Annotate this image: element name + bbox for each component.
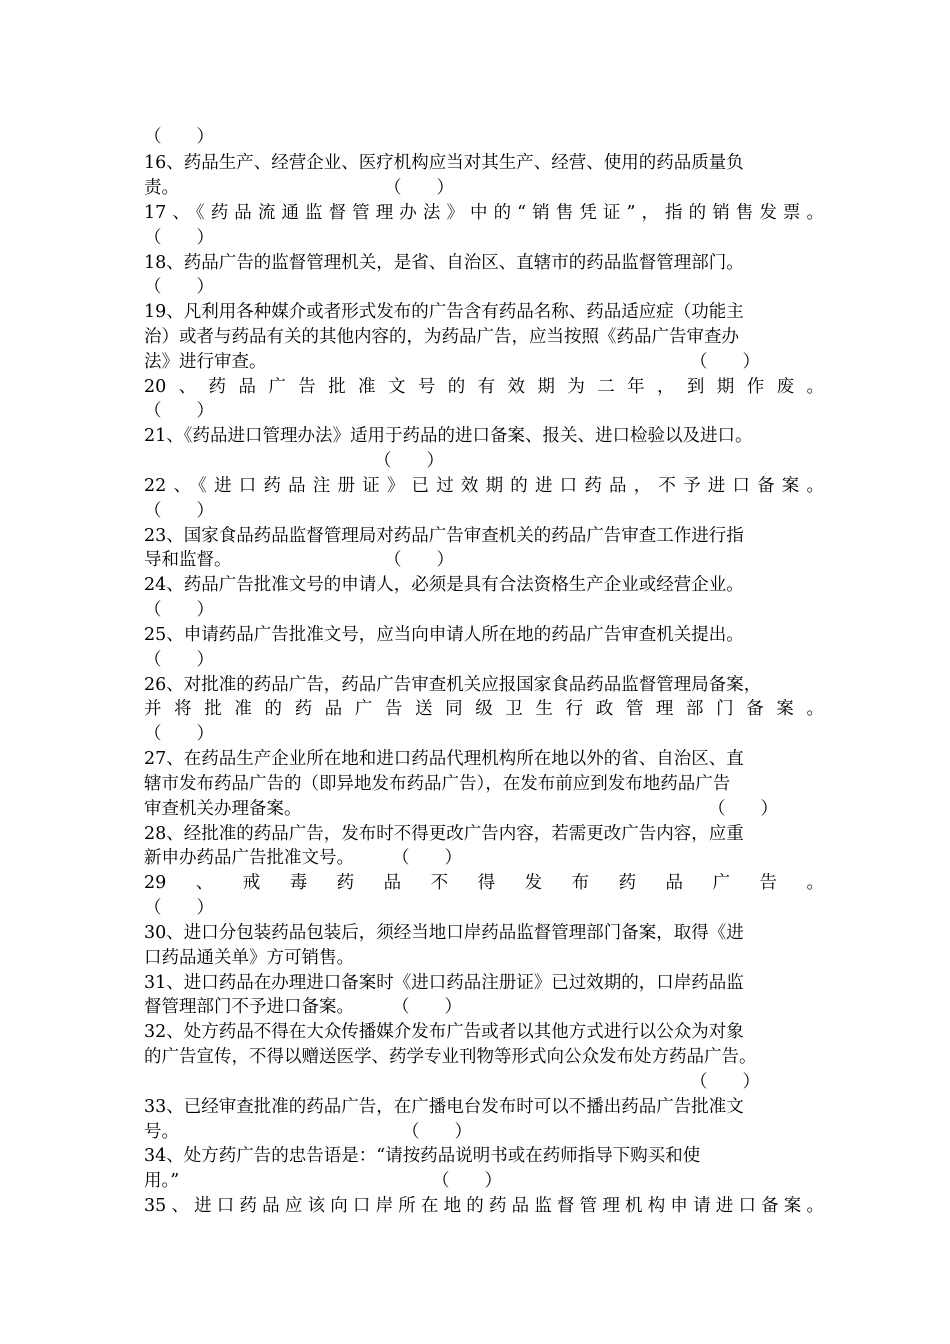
question-27-line-2: 辖市发布药品广告的（即异地发布药品广告），在发布前应到发布地药品广告 <box>144 774 731 794</box>
answer-blank: （ ） <box>384 178 454 198</box>
question-23-line-2: 导和监督。 <box>144 550 232 570</box>
question-18-line-1: 18、药品广告的监督管理机关，是省、自治区、直辖市的药品监督管理部门。 <box>144 253 744 273</box>
question-26-line-2: 并将批准的药品广告送同级卫生行政管理部门备案。 <box>144 699 824 719</box>
question-16-line-2: 责。 <box>144 178 179 198</box>
question-27-line-3: 审查机关办理备案。 <box>144 799 302 819</box>
answer-blank: （ ） <box>144 127 214 147</box>
question-20-line-1: 20、药品广告批准文号的有效期为二年，到期作废。 <box>144 377 824 397</box>
answer-blank: （ ） <box>402 1122 472 1142</box>
question-29-line-1: 29、戒毒药品不得发布药品广告。 <box>144 873 824 893</box>
answer-blank: （ ） <box>144 501 214 521</box>
question-27-line-1: 27、在药品生产企业所在地和进口药品代理机构所在地以外的省、自治区、直 <box>144 749 744 769</box>
answer-blank: （ ） <box>374 451 444 471</box>
answer-blank: （ ） <box>144 650 214 670</box>
question-21-line-1: 21、《药品进口管理办法》适用于药品的进口备案、报关、进口检验以及进口。 <box>144 426 753 446</box>
answer-blank: （ ） <box>392 997 462 1017</box>
question-22-line-1: 22、《进口药品注册证》已过效期的进口药品，不予进口备案。 <box>144 476 824 496</box>
answer-blank: （ ） <box>144 898 214 918</box>
question-31-line-2: 督管理部门不予进口备案。 <box>144 997 354 1017</box>
question-28-line-2: 新申办药品广告批准文号。 <box>144 848 354 868</box>
question-35-line-1: 35、进口药品应该向口岸所在地的药品监督管理机构申请进口备案。 <box>144 1196 824 1216</box>
question-19-line-3: 法》进行审查。 <box>144 352 267 372</box>
question-19-line-1: 19、凡利用各种媒介或者形式发布的广告含有药品名称、药品适应症（功能主 <box>144 302 744 322</box>
question-31-line-1: 31、进口药品在办理进口备案时《进口药品注册证》已过效期的，口岸药品监 <box>144 973 744 993</box>
answer-blank: （ ） <box>144 401 214 421</box>
question-25-line-1: 25、申请药品广告批准文号，应当向申请人所在地的药品广告审查机关提出。 <box>144 625 744 645</box>
answer-blank: （ ） <box>690 352 760 372</box>
answer-blank: （ ） <box>392 848 462 868</box>
question-34-line-1: 34、处方药广告的忠告语是：“请按药品说明书或在药师指导下购买和使 <box>144 1146 701 1166</box>
answer-blank: （ ） <box>144 277 214 297</box>
answer-blank: （ ） <box>708 799 778 819</box>
question-32-line-2: 的广告宣传，不得以赠送医学、药学专业刊物等形式向公众发布处方药品广告。 <box>144 1047 757 1067</box>
question-19-line-2: 治）或者与药品有关的其他内容的，为药品广告，应当按照《药品广告审查办 <box>144 327 739 347</box>
question-16-line-1: 16、药品生产、经营企业、医疗机构应当对其生产、经营、使用的药品质量负 <box>144 153 744 173</box>
question-33-line-1: 33、已经审查批准的药品广告，在广播电台发布时可以不播出药品广告批准文 <box>144 1097 744 1117</box>
answer-blank: （ ） <box>144 228 214 248</box>
answer-blank: （ ） <box>144 724 214 744</box>
question-17-line-1: 17、《药品流通监督管理办法》中的“销售凭证”，指的销售发票。 <box>144 203 824 223</box>
question-26-line-1: 26、对批准的药品广告，药品广告审查机关应报国家食品药品监督管理局备案， <box>144 675 762 695</box>
question-34-line-2: 用。” <box>144 1171 180 1191</box>
answer-blank: （ ） <box>690 1072 760 1092</box>
question-24-line-1: 24、药品广告批准文号的申请人，必须是具有合法资格生产企业或经营企业。 <box>144 575 744 595</box>
question-33-line-2: 号。 <box>144 1122 179 1142</box>
question-30-line-2: 口药品通关单》方可销售。 <box>144 948 354 968</box>
question-23-line-1: 23、国家食品药品监督管理局对药品广告审查机关的药品广告审查工作进行指 <box>144 526 744 546</box>
answer-blank: （ ） <box>144 600 214 620</box>
answer-blank: （ ） <box>384 550 454 570</box>
answer-blank: （ ） <box>432 1171 502 1191</box>
question-28-line-1: 28、经批准的药品广告，发布时不得更改广告内容，若需更改广告内容，应重 <box>144 824 744 844</box>
question-32-line-1: 32、处方药品不得在大众传播媒介发布广告或者以其他方式进行以公众为对象 <box>144 1022 744 1042</box>
question-30-line-1: 30、进口分包装药品包装后，须经当地口岸药品监督管理部门备案，取得《进 <box>144 923 744 943</box>
